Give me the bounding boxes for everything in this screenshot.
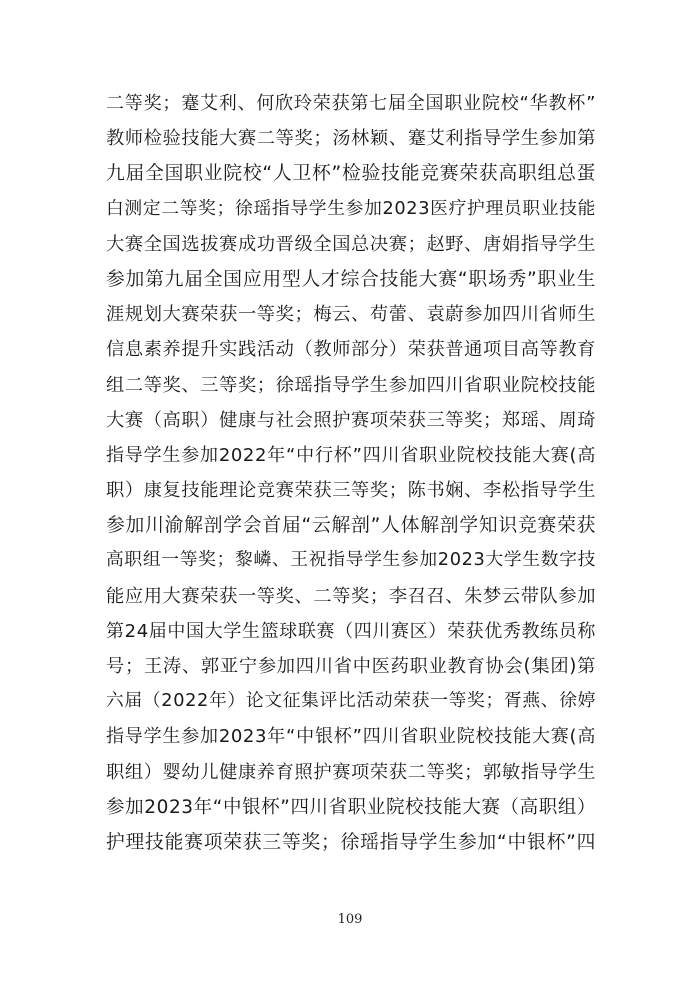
text-line: 参加川渝解剖学会首届“云解剖”人体解剖学知识竞赛荣获 [106, 515, 596, 537]
text-line: 教师检验技能大赛二等奖；汤林颖、蹇艾利指导学生参加第 [106, 128, 597, 150]
text-line: 白测定二等奖；徐瑶指导学生参加2023医疗护理员职业技能 [106, 198, 596, 219]
text-line: 能应用大赛荣获一等奖、二等奖；李召召、朱梦云带队参加 [106, 585, 597, 607]
text-line: 指导学生参加2023年“中银杯”四川省职业院校技能大赛(高 [106, 726, 596, 748]
text-line: 职）康复技能理论竞赛荣获三等奖；陈书娴、李松指导学生 [106, 480, 597, 502]
text-line: 信息素养提升实践活动（教师部分）荣获普通项目高等教育 [106, 339, 597, 361]
body-paragraph [106, 86, 596, 860]
text-line: 大赛全国选拔赛成功晋级全国总决赛；赵野、唐娟指导学生 [106, 233, 597, 255]
text-line: 职组）婴幼儿健康养育照护赛项荣获二等奖；郭敏指导学生 [106, 761, 597, 783]
text-line: 第24届中国大学生篮球联赛（四川赛区）荣获优秀教练员称 [106, 620, 596, 642]
text-line: 组二等奖、三等奖；徐瑶指导学生参加四川省职业院校技能 [106, 374, 597, 396]
text-line: 九届全国职业院校“人卫杯”检验技能竞赛荣获高职组总蛋 [106, 163, 596, 185]
text-line: 护理技能赛项荣获三等奖；徐瑶指导学生参加“中银杯”四 [106, 831, 596, 853]
page-number: 109 [337, 912, 363, 927]
text-line: 大赛（高职）健康与社会照护赛项荣获三等奖；郑瑶、周琦 [106, 409, 597, 431]
text-line: 高职组一等奖；黎嶙、王祝指导学生参加2023大学生数字技 [106, 550, 596, 571]
text-line: 参加第九届全国应用型人才综合技能大赛“职场秀”职业生 [106, 268, 596, 290]
text-line: 二等奖；蹇艾利、何欣玲荣获第七届全国职业院校“华教杯” [106, 93, 596, 114]
text-line: 涯规划大赛荣获一等奖；梅云、苟蕾、袁蔚参加四川省师生 [106, 304, 597, 326]
text-line: 六届（2022年）论文征集评比活动荣获一等奖；胥燕、徐婷 [106, 691, 596, 712]
text-line: 号；王涛、郭亚宁参加四川省中医药职业教育协会(集团)第 [106, 656, 596, 677]
text-line: 指导学生参加2022年“中行杯”四川省职业院校技能大赛(高 [106, 444, 596, 466]
text-line: 参加2023年“中银杯”四川省职业院校技能大赛（高职组） [106, 796, 597, 818]
